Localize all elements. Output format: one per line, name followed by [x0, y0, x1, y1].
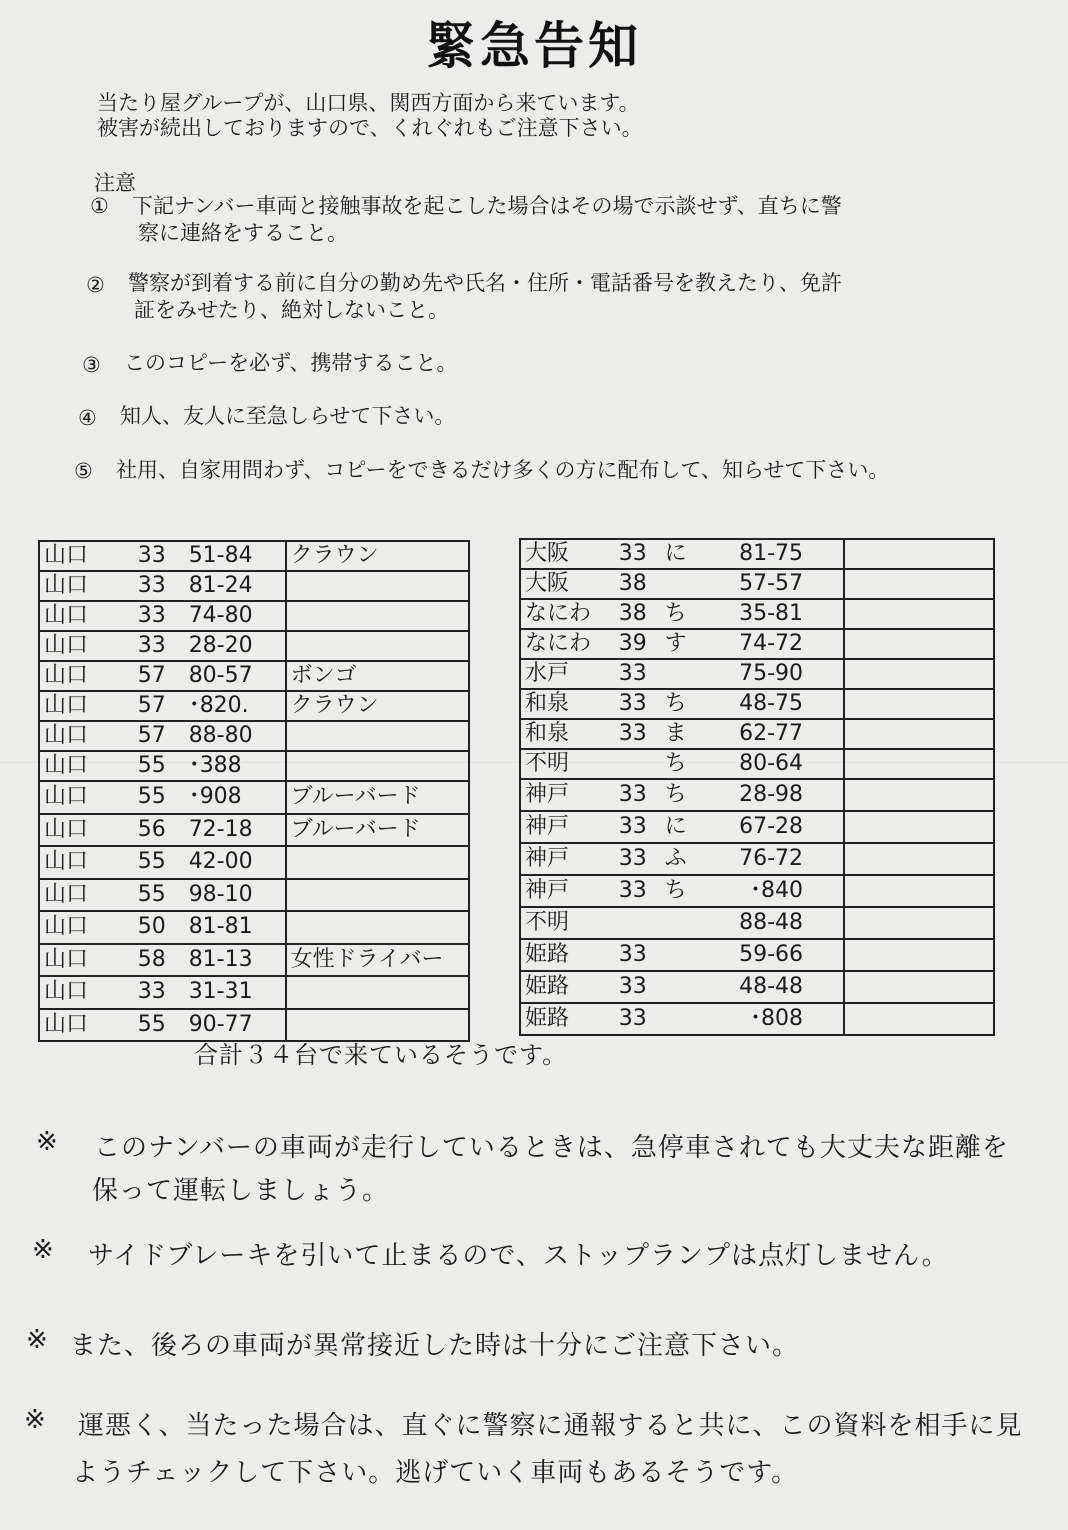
plate-num: 62-77	[697, 719, 844, 749]
plate-row	[39, 691, 469, 721]
plate-note: クラウン	[286, 691, 469, 721]
plate-kana: す	[661, 629, 698, 659]
plate-cls: 33	[615, 843, 661, 875]
plate-note	[844, 749, 994, 779]
plate-cls: 33	[615, 689, 661, 719]
plate-pref: 不明	[520, 749, 615, 779]
plate-kana: ま	[661, 719, 698, 749]
plate-pref: 山口	[39, 601, 134, 631]
notice-line: 知人、友人に至急しらせて下さい。	[120, 404, 456, 428]
plate-pref: 山口	[39, 814, 134, 847]
plate-row	[520, 779, 994, 811]
plate-kana	[661, 659, 698, 689]
plate-kana	[661, 907, 698, 939]
plate-pref: 山口	[39, 691, 134, 721]
plate-cls: 55	[134, 1009, 185, 1042]
plate-note	[286, 631, 469, 661]
plate-note: クラウン	[286, 541, 469, 571]
plate-note	[844, 599, 994, 629]
plate-cls: 33	[615, 719, 661, 749]
plate-kana: ち	[661, 875, 698, 907]
plate-pref: 山口	[39, 751, 134, 781]
plate-note	[286, 751, 469, 781]
intro-line: 当たり屋グループが、山口県、関西方面から来ています。	[97, 91, 640, 115]
plate-num: 74-80	[185, 601, 286, 631]
notice-line: 社用、自家用問わず、コピーをできるだけ多くの方に配布して、知らせて下さい。	[116, 458, 890, 482]
plate-pref: 水戸	[520, 659, 615, 689]
plate-num: 48-48	[697, 971, 844, 1003]
plate-cls: 57	[134, 661, 185, 691]
plate-pref: 山口	[39, 721, 134, 751]
plate-row	[39, 751, 469, 781]
plate-note	[844, 875, 994, 907]
plate-num: 88-48	[697, 907, 844, 939]
plate-kana: ち	[661, 779, 698, 811]
plate-num: 76-72	[697, 843, 844, 875]
plate-cls: 33	[134, 631, 185, 661]
plate-row	[39, 911, 469, 944]
plate-note: ボンゴ	[286, 661, 469, 691]
plate-cls: 33	[615, 811, 661, 843]
plate-num: 81-81	[185, 911, 286, 944]
notice-heading: 注意	[94, 171, 136, 195]
plate-pref: 山口	[39, 631, 134, 661]
plate-num: 81-24	[185, 571, 286, 601]
plate-row	[39, 541, 469, 571]
plate-num: 80-57	[185, 661, 286, 691]
plate-pref: 大阪	[520, 539, 615, 569]
plate-cls: 38	[615, 569, 661, 599]
plate-num: 81-13	[185, 944, 286, 977]
plate-cls: 33	[134, 541, 185, 571]
notice-marker: ⑤	[74, 459, 93, 483]
plate-note	[844, 569, 994, 599]
plate-kana	[661, 971, 698, 1003]
plate-note	[844, 629, 994, 659]
plate-note	[844, 779, 994, 811]
plate-num: 57-57	[697, 569, 844, 599]
plate-pref: 神戸	[520, 843, 615, 875]
plate-num: 42-00	[185, 846, 286, 879]
plate-num: 67-28	[697, 811, 844, 843]
notice-marker: ④	[78, 406, 97, 430]
plate-row	[520, 689, 994, 719]
plate-note	[844, 971, 994, 1003]
plate-cls: 50	[134, 911, 185, 944]
plate-row	[520, 749, 994, 779]
plate-pref: 姫路	[520, 971, 615, 1003]
plate-note: 女性ドライバー	[286, 944, 469, 977]
footnote-line: このナンバーの車両が走行しているときは、急停車されても大丈夫な距離を	[94, 1133, 1009, 1163]
plate-kana: ち	[661, 599, 698, 629]
plate-cls: 33	[615, 971, 661, 1003]
plate-kana	[661, 569, 698, 599]
plate-pref: 大阪	[520, 569, 615, 599]
plate-row	[39, 814, 469, 847]
plate-cls: 55	[134, 846, 185, 879]
plate-cls: 56	[134, 814, 185, 847]
plate-pref: 山口	[39, 846, 134, 879]
plate-cls	[615, 749, 661, 779]
plate-cls: 55	[134, 781, 185, 814]
footnote-line: また、後ろの車両が異常接近した時は十分にご注意下さい。	[70, 1331, 800, 1361]
plate-cls: 33	[615, 539, 661, 569]
notice-marker: ②	[86, 273, 105, 297]
plate-cls: 33	[615, 779, 661, 811]
plate-row	[39, 631, 469, 661]
notice-marker: ③	[82, 353, 101, 377]
plate-num: 28-98	[697, 779, 844, 811]
plate-pref: 山口	[39, 781, 134, 814]
plate-note	[286, 846, 469, 879]
plate-pref: 和泉	[520, 719, 615, 749]
plate-pref: 山口	[39, 571, 134, 601]
plate-note	[844, 689, 994, 719]
footnote-line: 保って運転しましょう。	[92, 1176, 390, 1206]
plate-kana: ち	[661, 749, 698, 779]
plate-pref: 山口	[39, 541, 134, 571]
plate-row	[39, 571, 469, 601]
plate-pref: 姫路	[520, 1003, 615, 1035]
notice-line: このコピーを必ず、携帯すること。	[124, 351, 458, 375]
plate-row	[520, 569, 994, 599]
footnote-line: サイドブレーキを引いて止まるので、ストップランプは点灯しません。	[88, 1241, 949, 1271]
plate-note	[286, 976, 469, 1009]
plate-row	[39, 1009, 469, 1042]
total-count: 合計３４台で来ているそうです。	[194, 1041, 568, 1069]
notice-line: 証をみせたり、絶対しないこと。	[134, 298, 449, 322]
plate-pref: 山口	[39, 944, 134, 977]
plate-row	[520, 907, 994, 939]
plate-note	[286, 571, 469, 601]
plate-cls	[615, 907, 661, 939]
plate-note: ブルーバード	[286, 781, 469, 814]
plate-note	[286, 911, 469, 944]
plate-kana: ち	[661, 689, 698, 719]
plate-cls: 33	[615, 1003, 661, 1035]
plate-row	[39, 781, 469, 814]
plate-num: 35-81	[697, 599, 844, 629]
plate-note	[844, 811, 994, 843]
plate-note: ブルーバード	[286, 814, 469, 847]
plate-pref: なにわ	[520, 599, 615, 629]
plate-row	[39, 846, 469, 879]
plate-row	[520, 539, 994, 569]
plate-num: 75-90	[697, 659, 844, 689]
plate-row	[520, 599, 994, 629]
plate-kana	[661, 1003, 698, 1035]
plate-row	[520, 719, 994, 749]
plate-cls: 38	[615, 599, 661, 629]
plate-row	[520, 939, 994, 971]
plate-pref: なにわ	[520, 629, 615, 659]
plate-table-kansai	[519, 538, 995, 1036]
plate-num: ･388	[185, 751, 286, 781]
plate-pref: 姫路	[520, 939, 615, 971]
plate-kana: ふ	[661, 843, 698, 875]
plate-num: 59-66	[697, 939, 844, 971]
plate-num: 90-77	[185, 1009, 286, 1042]
plate-row	[39, 944, 469, 977]
footnote-line: ようチェックして下さい。逃げていく車両もあるそうです。	[72, 1458, 799, 1488]
plate-num: 72-18	[185, 814, 286, 847]
plate-cls: 57	[134, 691, 185, 721]
plate-pref: 山口	[39, 976, 134, 1009]
footnote-marker: ※	[26, 1325, 49, 1355]
plate-num: ･840	[697, 875, 844, 907]
plate-cls: 55	[134, 879, 185, 912]
plate-row	[520, 843, 994, 875]
plate-num: ･820.	[185, 691, 286, 721]
plate-cls: 58	[134, 944, 185, 977]
plate-num: 88-80	[185, 721, 286, 751]
plate-pref: 神戸	[520, 875, 615, 907]
plate-cls: 33	[615, 939, 661, 971]
intro-line: 被害が続出しておりますので、くれぐれもご注意下さい。	[97, 116, 643, 140]
plate-row	[520, 1003, 994, 1035]
plate-cls: 33	[134, 571, 185, 601]
notice-line: 警察が到着する前に自分の勤め先や氏名・住所・電話番号を教えたり、免許	[128, 271, 842, 295]
plate-kana: に	[661, 539, 698, 569]
plate-cls: 33	[615, 875, 661, 907]
plate-note	[844, 719, 994, 749]
plate-note	[286, 601, 469, 631]
plate-num: 28-20	[185, 631, 286, 661]
notice-marker: ①	[90, 194, 109, 218]
plate-cls: 55	[134, 751, 185, 781]
plate-num: 80-64	[697, 749, 844, 779]
plate-num: ･908	[185, 781, 286, 814]
plate-pref: 和泉	[520, 689, 615, 719]
plate-row	[520, 811, 994, 843]
plate-pref: 山口	[39, 1009, 134, 1042]
plate-num: 51-84	[185, 541, 286, 571]
plate-row	[39, 721, 469, 751]
plate-num: 31-31	[185, 976, 286, 1009]
plate-num: 48-75	[697, 689, 844, 719]
plate-row	[520, 971, 994, 1003]
plate-cls: 33	[134, 601, 185, 631]
plate-pref: 神戸	[520, 779, 615, 811]
plate-row	[39, 879, 469, 912]
plate-cls: 33	[615, 659, 661, 689]
plate-note	[286, 1009, 469, 1042]
notice-line: 察に連絡をすること。	[138, 221, 348, 245]
plate-note	[844, 1003, 994, 1035]
plate-row	[39, 661, 469, 691]
plate-pref: 山口	[39, 661, 134, 691]
plate-pref: 山口	[39, 911, 134, 944]
plate-row	[520, 629, 994, 659]
plate-cls: 39	[615, 629, 661, 659]
footnote-line: 運悪く、当たった場合は、直ぐに警察に通報すると共に、この資料を相手に見	[78, 1411, 1023, 1441]
plate-cls: 33	[134, 976, 185, 1009]
plate-note	[844, 843, 994, 875]
plate-note	[286, 879, 469, 912]
plate-pref: 山口	[39, 879, 134, 912]
plate-cls: 57	[134, 721, 185, 751]
plate-row	[39, 601, 469, 631]
plate-table-yamaguchi	[38, 540, 470, 1042]
footnote-marker: ※	[32, 1235, 55, 1265]
plate-note	[286, 721, 469, 751]
plate-pref: 神戸	[520, 811, 615, 843]
plate-row	[39, 976, 469, 1009]
plate-kana	[661, 939, 698, 971]
plate-num: 98-10	[185, 879, 286, 912]
footnote-marker: ※	[36, 1127, 59, 1157]
plate-row	[520, 659, 994, 689]
plate-note	[844, 907, 994, 939]
plate-note	[844, 659, 994, 689]
plate-note	[844, 539, 994, 569]
footnote-marker: ※	[24, 1405, 47, 1435]
notice-line: 下記ナンバー車両と接触事故を起こした場合はその場で示談せず、直ちに警	[132, 194, 842, 218]
plate-num: 81-75	[697, 539, 844, 569]
plate-note	[844, 939, 994, 971]
plate-kana: に	[661, 811, 698, 843]
plate-num: 74-72	[697, 629, 844, 659]
page-title: 緊急告知	[426, 17, 642, 75]
plate-num: ･808	[697, 1003, 844, 1035]
plate-pref: 不明	[520, 907, 615, 939]
plate-row	[520, 875, 994, 907]
